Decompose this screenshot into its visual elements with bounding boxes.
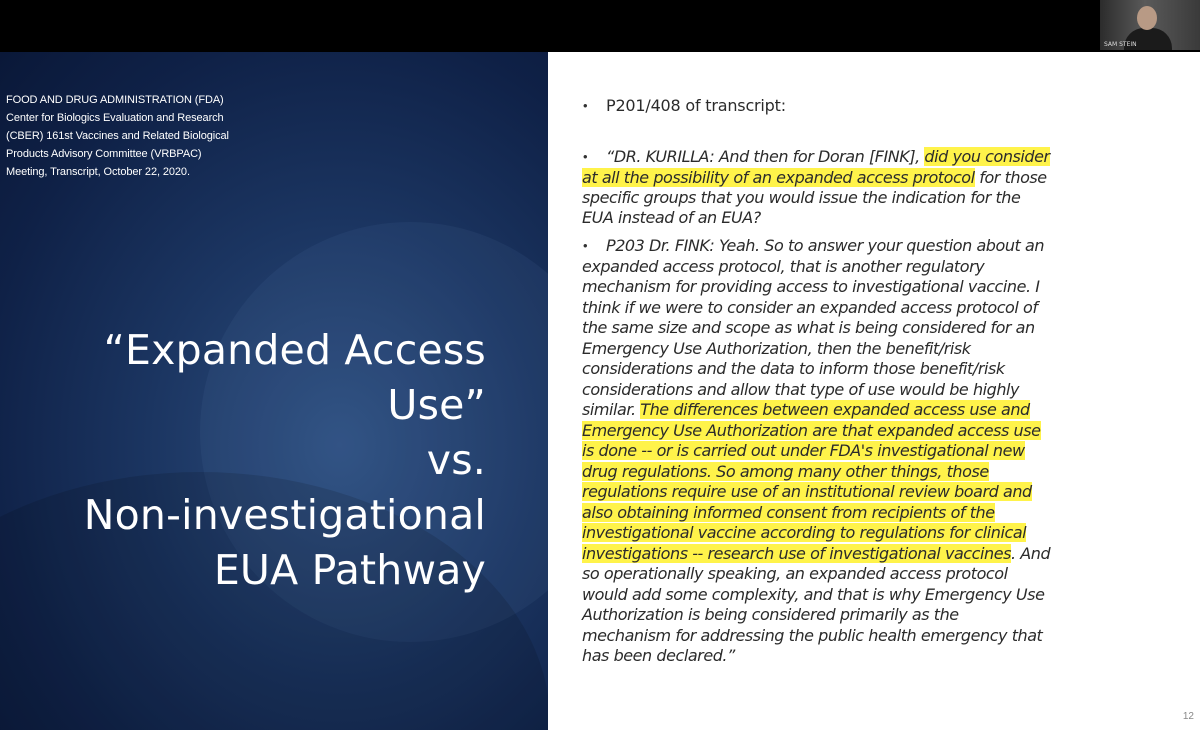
quote-line: EUA instead of an EUA? <box>582 208 761 227</box>
answer-line: considerations and the data to inform those benefit/risk <box>582 359 1005 378</box>
answer-line: mechanism for providing access to investigational vaccine. I <box>582 277 1040 296</box>
answer-line: would add some complexity, and that is why Emergency Use <box>582 585 1045 604</box>
highlighted-text: investigations -- research use of investigational vaccines <box>582 544 1011 563</box>
highlighted-text: investigational vaccine according to regulations for clinical <box>582 523 1027 542</box>
answer-text: similar. <box>582 400 641 419</box>
slide-right-panel <box>548 52 1200 730</box>
answer-line: P203 Dr. FINK: Yeah. So to answer your question about an <box>606 236 1045 255</box>
slide-title-line: Non-investigational <box>83 491 486 539</box>
answer-line: Emergency Use Authorization, then the benefit/risk <box>582 339 971 358</box>
answer-line <box>582 482 1032 501</box>
highlighted-text: . So among many other things, those <box>706 462 989 481</box>
slide-title-line: Use” <box>387 381 486 429</box>
answer-line: considerations and allow that type of use would be highly <box>582 380 1020 399</box>
slide-title-line: EUA Pathway <box>213 546 486 594</box>
transcript-heading: P201/408 of transcript: <box>606 96 786 115</box>
source-line: Center for Biologics Evaluation and Research <box>6 112 224 124</box>
slide-title-line: vs. <box>426 436 486 484</box>
meeting-top-bar <box>0 0 1200 52</box>
quote-text: “DR. KURILLA: And then for Doran [FINK], <box>606 147 925 166</box>
answer-line <box>582 421 1041 440</box>
answer-line: Authorization is being considered primarily as the <box>582 605 959 624</box>
highlighted-text: is done -- or is carried out under FDA's investigational new <box>582 441 1025 460</box>
slide-page-number: 12 <box>1182 711 1194 722</box>
answer-line <box>582 400 1030 419</box>
quote-line <box>606 147 1050 166</box>
source-line: FOOD AND DRUG ADMINISTRATION (FDA) <box>6 94 224 106</box>
quote-text: for those <box>974 168 1047 187</box>
highlighted-text: also obtaining informed consent from recipients of the <box>582 503 995 522</box>
answer-line <box>582 523 1026 542</box>
source-line: Meeting, Transcript, October 22, 2020. <box>6 166 190 178</box>
highlighted-text: drug regulations <box>582 462 707 481</box>
quote-line: specific groups that you would issue the indication for the <box>582 188 1021 207</box>
source-line: Products Advisory Committee (VRBPAC) <box>6 148 202 160</box>
shared-slide <box>0 52 1200 730</box>
highlighted-text: The differences between expanded access use and <box>640 400 1030 419</box>
answer-line <box>582 462 989 481</box>
answer-line: the same size and scope as what is being considered for an <box>582 318 1035 337</box>
answer-line: mechanism for addressing the public health emergency that <box>582 626 1043 645</box>
highlighted-text: Emergency Use Authorization are that expanded access use <box>582 421 1041 440</box>
answer-line: think if we were to consider an expanded access protocol of <box>582 298 1038 317</box>
quote-line <box>582 168 1047 187</box>
answer-line: so operationally speaking, an expanded access protocol <box>582 564 1008 583</box>
answer-line: has been declared.” <box>582 646 735 665</box>
highlighted-text: regulations require use of an institutional review board and <box>582 482 1032 501</box>
answer-line <box>582 544 1050 563</box>
bullet-marker: • <box>583 238 588 253</box>
answer-line <box>582 441 1025 460</box>
participant-video-tile[interactable] <box>1100 0 1200 50</box>
answer-text: . And <box>1010 544 1051 563</box>
slide-title-line: “Expanded Access <box>103 326 486 374</box>
answer-line <box>582 503 995 522</box>
highlighted-text: did you consider <box>924 147 1050 166</box>
answer-line: expanded access protocol, that is another regulatory <box>582 257 985 276</box>
slide-left-panel <box>0 52 548 730</box>
highlighted-text: at all the possibility of an expanded access protocol <box>582 168 975 187</box>
participant-name: SAM STEIN <box>1104 41 1137 48</box>
source-line: (CBER) 161st Vaccines and Related Biological <box>6 130 229 142</box>
bullet-marker: • <box>583 98 588 113</box>
participant-head <box>1137 6 1157 30</box>
bullet-marker: • <box>583 149 588 164</box>
